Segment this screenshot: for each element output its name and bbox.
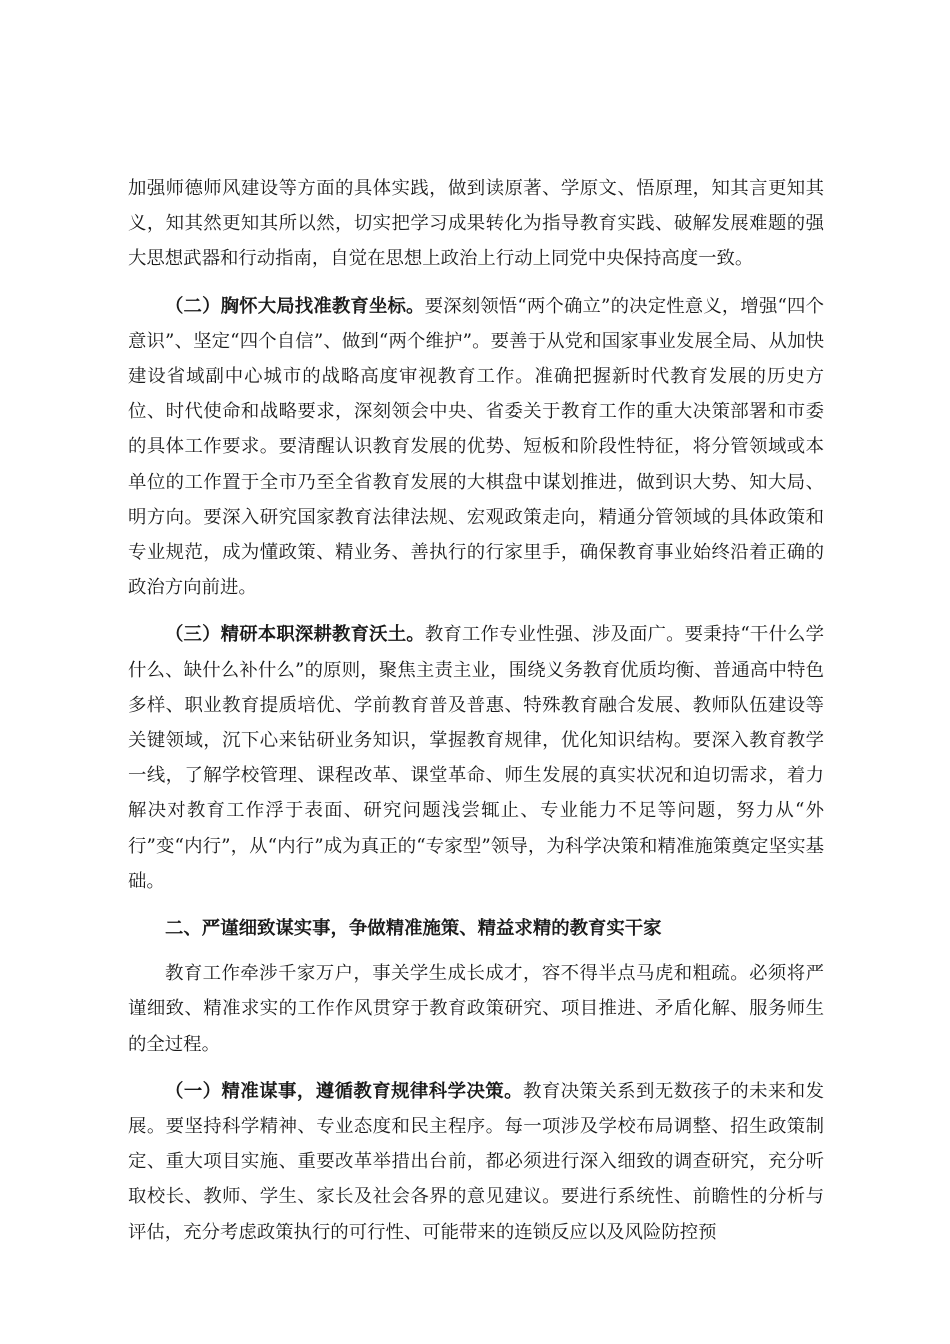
paragraph-text: 要深刻领悟“两个确立”的决定性意义，增强“四个意识”、坚定“四个自信”、做到“两个维护”。要善于从党和国家事业发展全局、从加快建设省域副中心城市的战略高度审视教育工作。准确把握新时代教育发展的历史方位、时代使命和战略要求，深刻领会中央、省委关于教育工作的重大决策部署和市委的具体工作要求。要清醒认识教育发展的优势、短板和阶段性特征，将分管领域或本单位的工作置于全市乃至全省教育发展的大棋盘中谋划推进，做到识大势、知大局、明方向。要深入研究国家教育法律法规、宏观政策走向，精通分管领域的具体政策和专业规范，成为懂政策、精业务、善执行的行家里手，确保教育事业始终沿着正确的政治方向前进。 bbox=[128, 295, 824, 599]
paragraph-text: 教育工作专业性强、涉及面广。要秉持“干什么学什么、缺什么补什么”的原则，聚焦主责主业，围绕义务教育优质均衡、普通高中特色多样、职业教育提质培优、学前教育普及普惠、特殊教育融合发展、教师队伍建设等关键领域，沉下心来钻研业务知识，掌握教育规律，优化知识结构。要深入教育教学一线，了解学校管理、课程改革、课堂革命、师生发展的真实状况和迫切需求，着力解决对教育工作浮于表面、研究问题浅尝辄止、专业能力不足等问题，努力从“外行”变“内行”，从“内行”成为真正的“专家型”领导，为科学决策和精准施策奠定坚实基础。 bbox=[128, 624, 824, 892]
paragraph-intro bbox=[128, 956, 824, 1062]
paragraph-subsection-1 bbox=[128, 1074, 824, 1250]
document-body bbox=[128, 171, 824, 1262]
section-heading bbox=[128, 911, 824, 946]
paragraph-text: 教育工作牵涉千家万户，事关学生成长成才，容不得半点马虎和粗疏。必须将严谨细致、精准求实的工作作风贯穿于教育政策研究、项目推进、矛盾化解、服务师生的全过程。 bbox=[128, 963, 824, 1055]
paragraph-continuation bbox=[128, 171, 824, 277]
paragraph-section-2 bbox=[128, 289, 824, 606]
paragraph-lead: （二）胸怀大局找准教育坐标。 bbox=[165, 295, 425, 317]
paragraph-text: 加强师德师风建设等方面的具体实践，做到读原著、学原文、悟原理，知其言更知其义，知其然更知其所以然，切实把学习成果转化为指导教育实践、破解发展难题的强大思想武器和行动指南，自觉在思想上政治上行动上同党中央保持高度一致。 bbox=[128, 178, 824, 270]
paragraph-lead: （三）精研本职深耕教育沃土。 bbox=[165, 624, 425, 646]
paragraph-section-3 bbox=[128, 617, 824, 899]
paragraph-lead: （一）精准谋事，遵循教育规律科学决策。 bbox=[165, 1080, 523, 1102]
section-heading-text: 二、严谨细致谋实事，争做精准施策、精益求精的教育实干家 bbox=[165, 918, 662, 940]
paragraph-text: 教育决策关系到无数孩子的未来和发展。要坚持科学精神、专业态度和民主程序。每一项涉及学校布局调整、招生政策制定、重大项目实施、重要改革举措出台前，都必须进行深入细致的调查研究，充分听取校长、教师、学生、家长及社会各界的意见建议。要进行系统性、前瞻性的分析与评估，充分考虑政策执行的可行性、可能带来的连锁反应以及风险防控预 bbox=[128, 1080, 824, 1243]
